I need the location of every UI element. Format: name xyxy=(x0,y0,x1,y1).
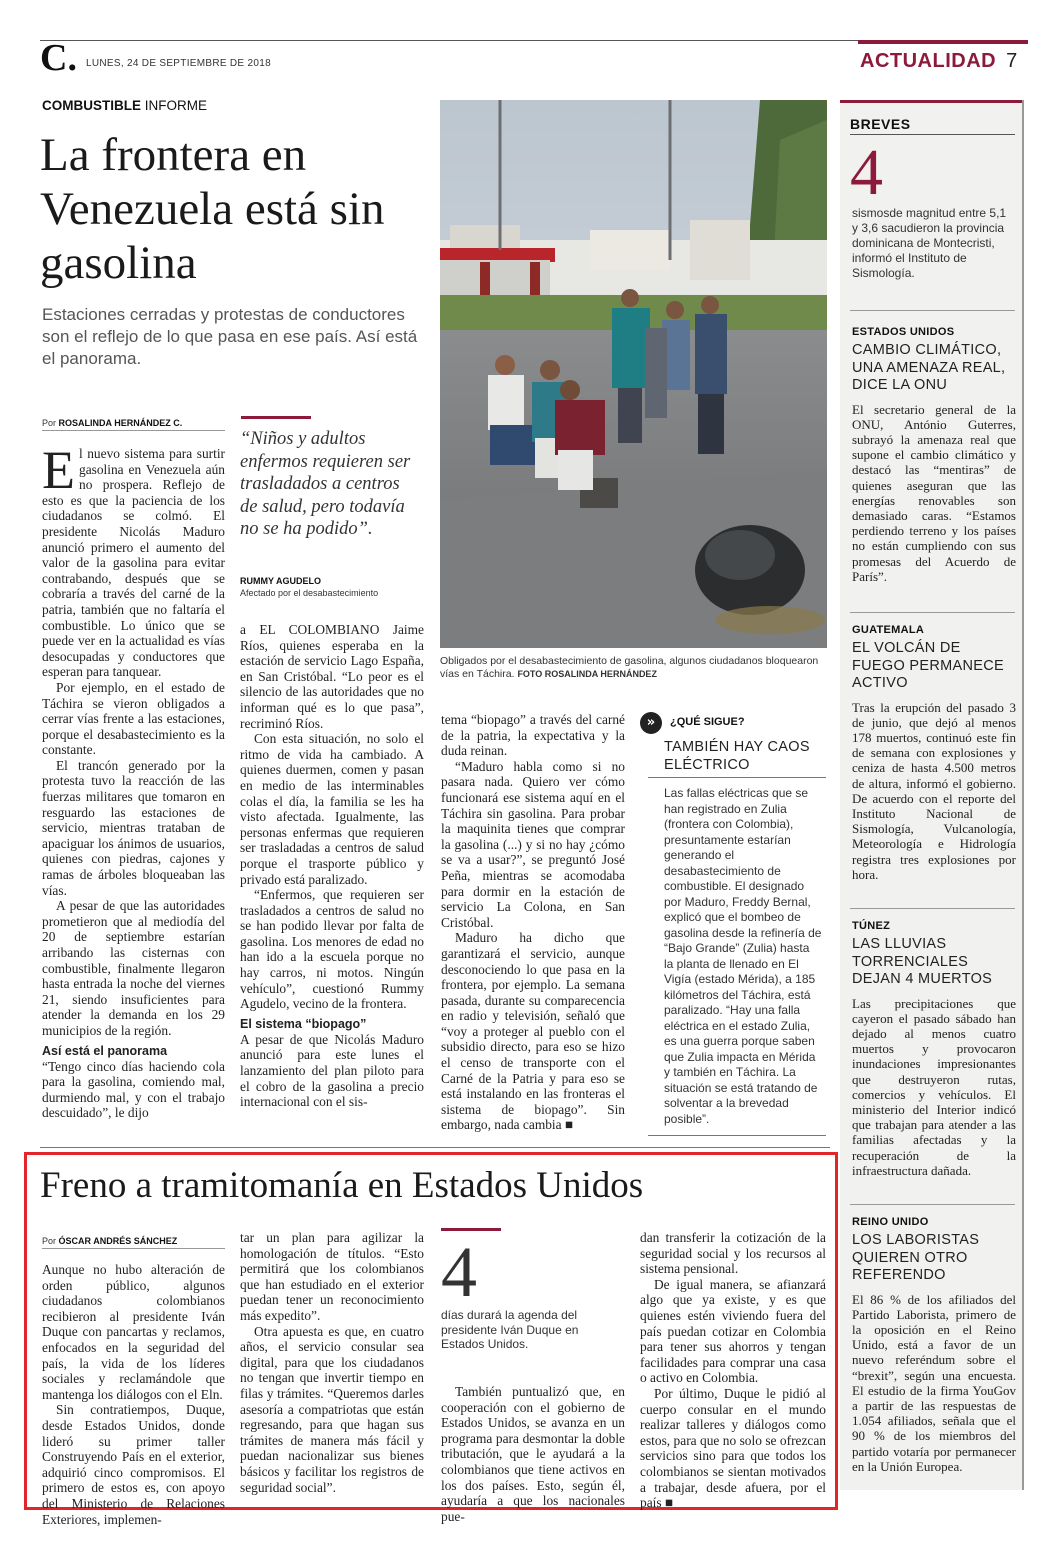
sidebar-item-title: LOS LABORISTAS QUIEREN OTRO REFERENDO xyxy=(852,1232,980,1283)
photo-caption-text: Obligados por el desabastecimiento de gasolina, algunos ciudadanos bloquearon vías en Táchira. xyxy=(440,655,819,680)
article2-column-1 xyxy=(42,1262,225,1527)
sidebar-item-section: ESTADOS UNIDOS xyxy=(852,326,955,338)
sidebar-item-text: Las precipitaciones que cayeron el pasado sábado han dejado al menos cuatro muertos y provocaron inundaciones impresionantes que destruyeron rutas, comercios y vehículos. El ministerio del Interior indicó que trabajan para atender a las familias afectadas y la recuperación de la infraestructura dañada. xyxy=(852,995,1016,1178)
masthead-date: LUNES, 24 DE SEPTIEMBRE DE 2018 xyxy=(86,58,271,69)
page-number: 7 xyxy=(1006,50,1018,72)
sidebar-item-section: REINO UNIDO xyxy=(852,1216,929,1228)
headline: La frontera en Venezuela está sin gasolina xyxy=(40,129,385,289)
sidebar-lead: sismosde magnitud entre 5,1 y 3,6 sacudieron la provincia dominicana de Montecristi, informó el Instituto de Sismología. xyxy=(852,206,1007,280)
quote-rule xyxy=(241,416,311,419)
a2-col4-paragraph-1: dan transferir la cotización de la seguridad social y los recursos al sistema pensional. xyxy=(640,1230,826,1277)
sidebar-item-text: Tras la erupción del pasado 3 de junio, que dejó al menos 178 muertos, continuó este fin de semana con explosiones y ceniza de hasta 4.500 metros de altura, informó el gobierno. De acuerdo con el reporte del Instituto Nacional de Sismología, Vulcanología, Meteorología e Hidrología registra tres explosiones por hora. xyxy=(852,699,1016,882)
sidebar-title-rule xyxy=(840,100,1022,103)
byline-prefix: Por xyxy=(42,418,57,428)
col1-paragraph-2: Por ejemplo, en el estado de Táchira se vieron obligados a cerrar vías frente a las estaciones, porque el desabastecimiento es la constante. xyxy=(42,679,225,758)
article2-byline xyxy=(42,1236,225,1249)
col3-paragraph-2: “Maduro habla como si no pasara nada. Quiero ver cómo funcionará ese sistema aquí en el Táchira sin gasolina. Para probar la maquinita tienes que comprar la gasolina (...) y si no hay ¿cómo se va a usar?”, se preguntó José Peña, mientras se acomodaba para dormir en la estación de servicio La Colona, en San Cristóbal. xyxy=(441,758,625,930)
col1-paragraph-4: A pesar de que las autoridades prometieron que al mediodía del 20 de septiembre estarían arribando las cisternas con combustible, finalmente llegaron hasta entrada la noche del viernes 21, siendo insuficientes para atender la demanda en los 29 municipios de la región. xyxy=(42,898,225,1038)
sidebar-title-underline xyxy=(850,134,1015,135)
section-tab-line xyxy=(858,40,1028,44)
sidebar-rule-2 xyxy=(850,612,1015,613)
news-photo xyxy=(440,100,827,648)
masthead-logo: C. xyxy=(40,37,77,79)
sidebar-big-number: 4 xyxy=(850,136,883,209)
col1-paragraph-1: l nuevo sistema para surtir gasolina en Venezuela aún no prospera. Reflejo de esto es que la paciencia de los ciudadanos se colmó. El presidente Nicolás Maduro anunció primero el aumento del valor de la gasolina para evitar contrabando, después que se cobraría a través del carné de la patria, también que no faltaría el combustible. Lo único que se puede ver en la actualidad es vías desocupadas y conductores que esperan para tanquear. xyxy=(42,446,225,680)
next-text: Las fallas eléctricas que se han registrado en Zulia (frontera con Colombia), presuntamente estarían generando el desabastecimiento de combustible. El designado por Maduro, Freddy Bernal, explicó que el bombeo de gasolina desde la refinería de “Bajo Grande” (Zulia) hasta la planta de llenado en El Vigía (estado Mérida), a 185 kilómetros del Táchira, está paralizado. “Hay una falla eléctrica en el estado Zulia, es una guerra porque saben que Zulia impacta en Mérida y también en Táchira. La situación se está tratando de solventar a la brevedad posible”. xyxy=(664,786,822,1126)
article2-byline-prefix: Por xyxy=(42,1236,57,1246)
sidebar-item-text: El 86 % de los afiliados del Partido Laborista, primero de la oposición en el Reino Unido, está a favor de un nuevo referéndum sobre el “brexit”, según una encuesta. El estudio de la firma YouGov a partir de las respuestas de 1.054 afiliados, señala que el 90 % de los miembros del partido votaría por permanecer en la Unión Europea. xyxy=(852,1291,1016,1474)
protest-photo-image xyxy=(440,100,827,648)
a2-col1-paragraph-2: Sin contratiempos, Duque, desde Estados Unidos, donde lideró su primer taller Construyendo País en el exterior, adquirió cinco compromisos. El primero de estos es, con apoyo del Ministerio de Relaciones Exteriores, implemen- xyxy=(42,1402,225,1527)
col2-paragraph-1: a EL COLOMBIANO Jaime Ríos, quienes esperaba en la estación de servicio Lago España, en San Cristóbal. “Lo peor es el silencio de las autoridades que no informan qué es lo que pasa”, recriminó Ríos. xyxy=(240,622,424,731)
sidebar-item-title: CAMBIO CLIMÁTICO, UNA AMENAZA REAL, DICE LA ONU xyxy=(852,342,1006,393)
sidebar-rule-3 xyxy=(850,908,1015,909)
sidebar xyxy=(840,100,1024,1490)
sidebar-item-text: El secretario general de la ONU, António Guterres, subrayó la amenaza real que supone el cambio climático y destacó las “mentiras” de quienes aseguran que las energías renovables son demasiado caras. “Estamos perdiendo terreno y los países no están cumpliendo con sus promesas del Acuerdo de París”. xyxy=(852,401,1016,584)
sidebar-item-estados-unidos xyxy=(852,326,1016,584)
sidebar-item-title: EL VOLCÁN DE FUEGO PERMANECE ACTIVO xyxy=(852,640,1004,691)
next-label: ¿QUÉ SIGUE? xyxy=(670,716,745,728)
sidebar-item-section: GUATEMALA xyxy=(852,624,925,636)
kicker-bold: COMBUSTIBLE xyxy=(42,98,141,113)
col2-paragraph-3: “Enfermos, que requieren ser trasladados a centros de salud no se han podido llevar por falta de gasolina. Los menores de edad no han ido a la escuela porque no hay carros, ni motos. Ningún vehículo”, cuestionó Rummy Agudelo, vecino de la frontera. xyxy=(240,887,424,1012)
col3-paragraph-1: tema “biopago” a través del carné de la patria, la expectativa y la duda reinan. xyxy=(441,712,625,759)
quote-name: RUMMY AGUDELO xyxy=(240,576,321,586)
pull-quote: “Niños y adultos enfermos requieren ser trasladados a centros de salud, pero todavía no se ha podido”. xyxy=(240,429,411,539)
byline-name: ROSALINDA HERNÁNDEZ C. xyxy=(58,418,183,428)
photo-caption xyxy=(440,655,830,681)
sidebar-item-tunez xyxy=(852,920,1016,1178)
article-column-1 xyxy=(42,440,225,1121)
article2-column-3 xyxy=(441,1384,625,1524)
next-rule xyxy=(648,777,826,778)
a2-col4-paragraph-2: De igual manera, se afianzará algo que ya existe, y es que quienes estén viviendo fuera del país puedan cotizar en Colombia para tener sus ahorros y tengan facilidades para comprar una casa o activo en Colombia. xyxy=(640,1276,826,1386)
article2-column-2 xyxy=(240,1230,424,1495)
section-label: ACTUALIDAD xyxy=(860,50,997,72)
a2-col2-paragraph-1: tar un plan para agilizar la homologación de títulos. “Esto permitirá que los colombianos que han estudiado en el exterior puedan tener un reconocimiento más expedito”. xyxy=(240,1230,424,1323)
kicker xyxy=(42,98,207,113)
section-name xyxy=(860,50,1018,73)
sidebar-item-title: LAS LLUVIAS TORRENCIALES DEJAN 4 MUERTOS xyxy=(852,936,993,987)
sidebar-item-guatemala xyxy=(852,624,1016,882)
col2-paragraph-2: Con esta situación, no solo el ritmo de vida ha cambiado. A quienes duermen, comen y pasan en medio de las interminables colas el día, la familia se les ha visto afectada. Igualmente, las personas enfermas que requieren ser trasladadas a centros de salud porque el trasporte público y privado está paralizado. xyxy=(240,731,424,887)
article2-column-4 xyxy=(640,1230,826,1511)
col1-paragraph-3: El trancón generado por la protesta tuvo la reacción de las fuerzas militares que tomaron en resguardo las estaciones de servicio, mientras trataban de apaciguar los ánimos de usuarios, quienes con piedras, cajones y ramas de árboles bloqueaban las vías. xyxy=(42,757,225,898)
next-icon: » xyxy=(640,712,662,734)
next-bottom-rule xyxy=(648,1135,826,1136)
deck: Estaciones cerradas y protestas de conductores son el reflejo de lo que pasa en ese país. Así está el panorama. xyxy=(42,305,418,368)
col3-paragraph-3: Maduro ha dicho que garantizará el servicio, aunque desconociendo lo que pasa en la frontera, por ejemplo. La semana pasada, durante su comparecencia en radio y televisión, señaló que “voy a proteger al pueblo con el subsidio directo, para eso se hizo el censo de transporte con el Carné de la Patria y para eso se está instalando en las fronteras el sistema de biopago”. Sin embargo, nada cambia ■ xyxy=(441,930,625,1133)
byline xyxy=(42,418,225,431)
dropcap: E xyxy=(42,440,75,500)
col2-paragraph-4: A pesar de que Nicolás Maduro anunció para este lunes el lanzamiento del plan piloto para el cobro de la gasolina a precio internacional con el sis- xyxy=(240,1031,424,1110)
article-column-2 xyxy=(240,622,424,1110)
section-divider xyxy=(40,1147,830,1148)
article2-byline-name: ÓSCAR ANDRÉS SÁNCHEZ xyxy=(58,1236,178,1246)
next-title: TAMBIÉN HAY CAOS ELÉCTRICO xyxy=(664,739,810,773)
quote-role: Afectado por el desabastecimiento xyxy=(240,588,379,598)
sidebar-item-section: TÚNEZ xyxy=(852,920,891,932)
fact-number: 4 xyxy=(441,1232,477,1312)
sidebar-rule-1 xyxy=(850,310,1015,311)
a2-col1-paragraph-1: Aunque no hubo alteración de orden público, algunos ciudadanos colombianos recibieron al presidente Iván Duque con pancartas y reclamos, enfocados en la seguridad del país, la vida de los líderes sociales y reclamándole que mantenga los diálogos con el Eln. xyxy=(42,1262,225,1402)
a2-col4-paragraph-3: Por último, Duque le pidió al cuerpo consular en el mundo realizar talleres y diálogos como estos, para que no solo se ofrezcan servicios sino para que todos los colombianos se sientan motivados a trabajar, desde afuera, por el país ■ xyxy=(640,1385,826,1511)
fact-text: días durará la agenda del presidente Iván Duque en Estados Unidos. xyxy=(441,1308,579,1351)
a2-col2-paragraph-2: Otra apuesta es que, en cuatro años, el servicio consular sea digital, para que los ciudadanos no tengan que invertir tiempo en filas y trámites. “Queremos darles asesoría a compatriotas que están regresando, para que hagan sus trámites de manera más fácil y puedan nacionalizar sus bienes básicos y facilitar los registros de seguridad social”. xyxy=(240,1323,424,1495)
sidebar-title: BREVES xyxy=(850,116,911,132)
col1-subhead: Así está el panorama xyxy=(42,1043,168,1058)
photo-credit: FOTO ROSALINDA HERNÁNDEZ xyxy=(517,669,657,679)
fact-rule xyxy=(441,1228,501,1231)
a2-col3-paragraph-1: También puntualizó que, en cooperación con el gobierno de Estados Unidos, se avanza en un programa para desmontar la doble tributación, que le ayudará a la colombianos que tiene activos en los dos países. Esto, según él, ayudaría a que los nacionales pue- xyxy=(441,1384,625,1524)
kicker-text: INFORME xyxy=(144,98,208,113)
article2-headline: Freno a tramitomanía en Estados Unidos xyxy=(40,1165,644,1206)
sidebar-item-reino-unido xyxy=(852,1216,1016,1474)
col2-subhead: El sistema “biopago” xyxy=(240,1016,367,1031)
sidebar-rule-4 xyxy=(850,1204,1015,1205)
article-column-3 xyxy=(441,712,625,1133)
col1-paragraph-5: “Tengo cinco días haciendo cola para la gasolina, comiendo mal, durmiendo mal, y con el trabajo descuidado”, le dijo xyxy=(42,1058,225,1121)
